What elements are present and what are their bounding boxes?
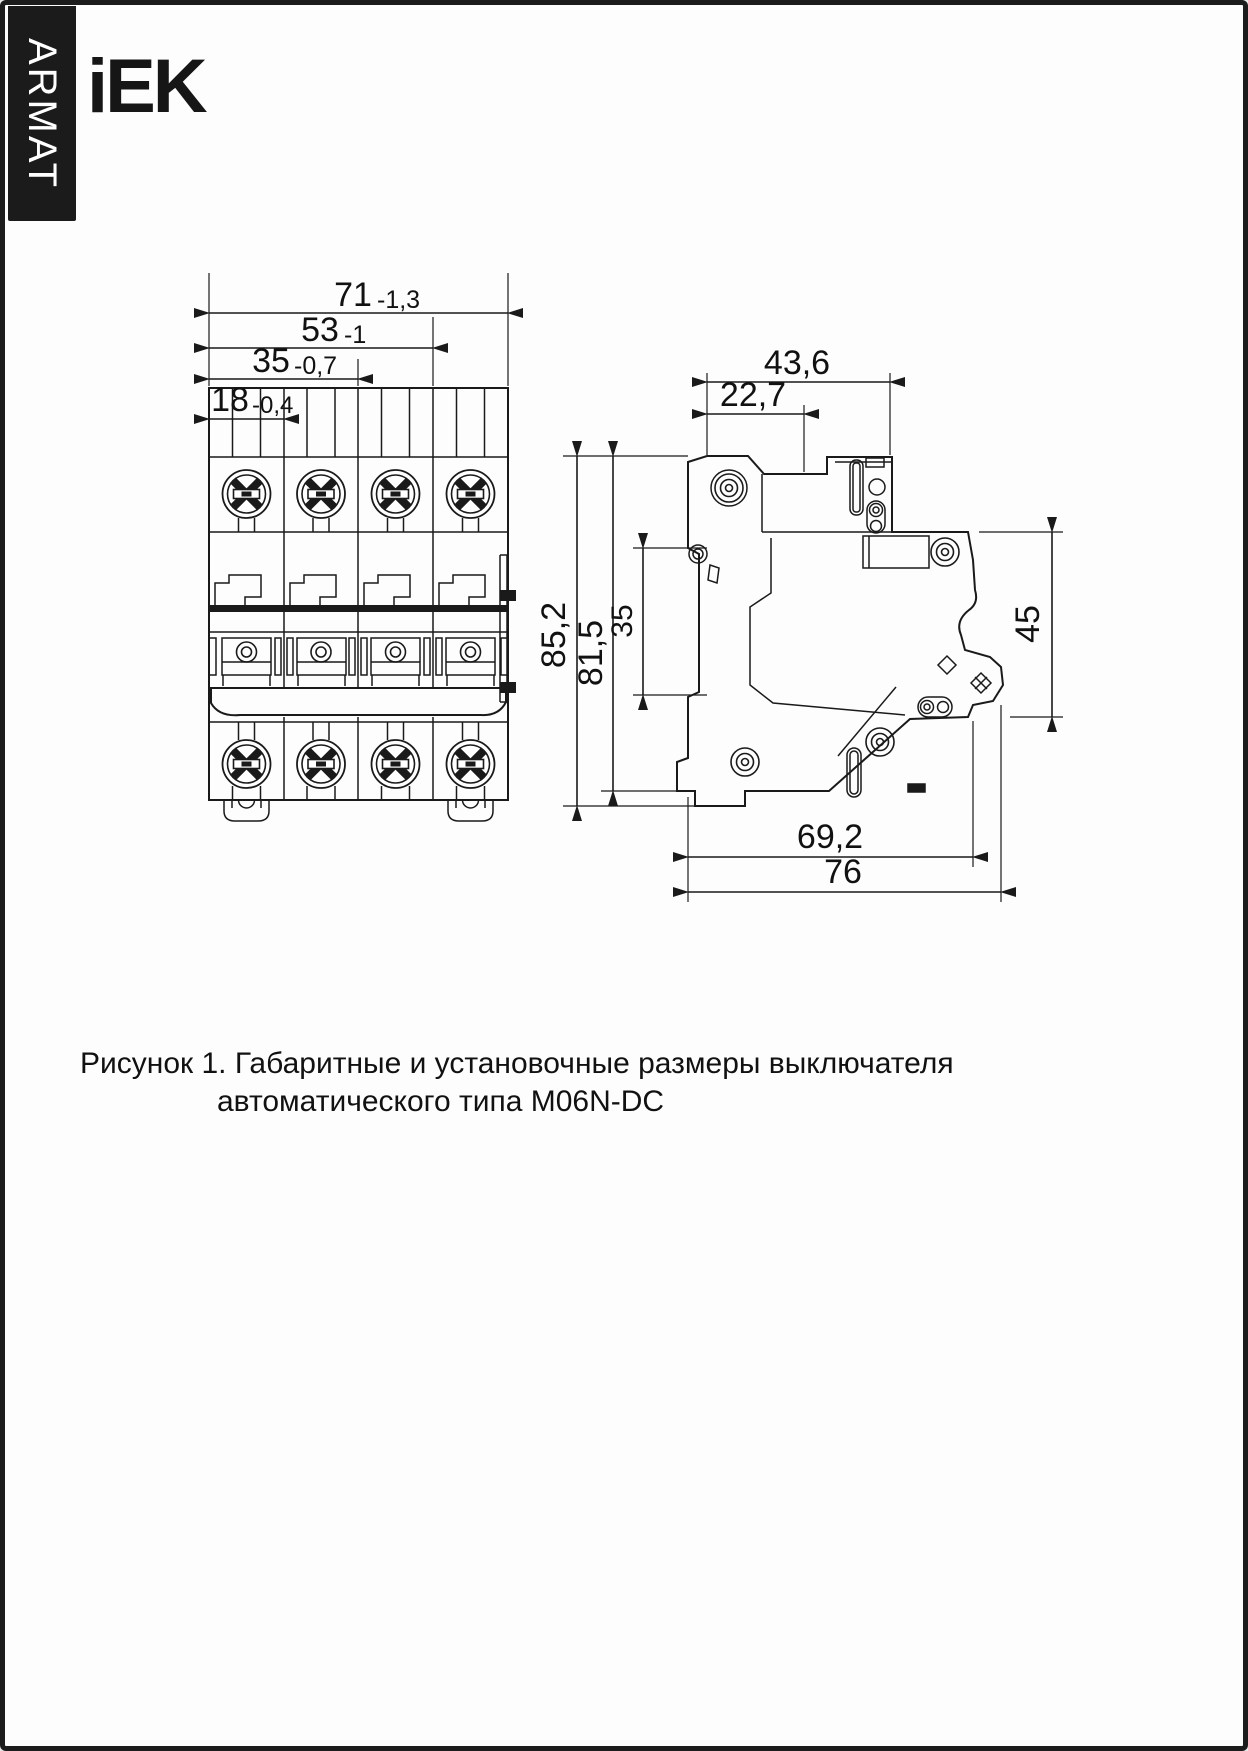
side-dim-85-2-label: 85,2	[535, 601, 573, 669]
side-dim-76-label: 76	[824, 853, 862, 891]
screw-terminal-icon	[372, 740, 420, 788]
front-dim-53-tolerance: -1	[344, 321, 367, 349]
screw-terminal-icon	[447, 470, 495, 518]
side-dim-69-2-label: 69,2	[796, 818, 864, 856]
front-dim-18-label: 18	[211, 381, 249, 419]
side-screws	[689, 470, 959, 776]
side-dim-81-5-label: 81,5	[572, 619, 610, 687]
screw-terminal-icon	[297, 740, 345, 788]
screw-terminal-icon	[447, 740, 495, 788]
side-dim-35-label: 35	[606, 604, 639, 638]
panel-edge-band	[209, 605, 508, 612]
side-dim-22-7-label: 22,7	[719, 376, 787, 414]
iek-logo: iEK	[87, 44, 205, 129]
front-dim-71-label: 71	[334, 276, 372, 314]
screw-terminal-icon	[297, 470, 345, 518]
mounting-tabs	[224, 800, 493, 821]
side-dim-45-label: 45	[1009, 605, 1047, 643]
side-interior-details	[708, 458, 991, 797]
front-dim-35-label: 35	[252, 342, 290, 380]
front-dim-71-tolerance: -1,3	[377, 286, 421, 314]
armat-banner-label: ARMAT	[20, 37, 64, 191]
front-dim-53-label: 53	[301, 311, 339, 349]
handle-tie-bar	[211, 688, 506, 715]
screw-terminal-icon	[223, 740, 271, 788]
screw-terminal-icon	[223, 470, 271, 518]
side-view-dimensions	[535, 344, 1063, 902]
figure-caption	[80, 1045, 980, 1121]
front-dim-35-tolerance: -0,7	[294, 352, 338, 380]
side-dim-43-6-label: 43,6	[763, 344, 831, 382]
front-view	[209, 273, 508, 821]
screw-terminal-icon	[372, 470, 420, 518]
technical-drawing	[5, 5, 1248, 1751]
side-view	[500, 344, 1063, 902]
figure-caption-line1: Рисунок 1. Габаритные и установочные размеры выключателя	[80, 1047, 954, 1080]
front-dim-18-tolerance: -0,4	[252, 392, 294, 419]
front-step-tabs	[215, 575, 485, 605]
figure-caption-line2: автоматического типа M06N-DC	[217, 1085, 665, 1118]
